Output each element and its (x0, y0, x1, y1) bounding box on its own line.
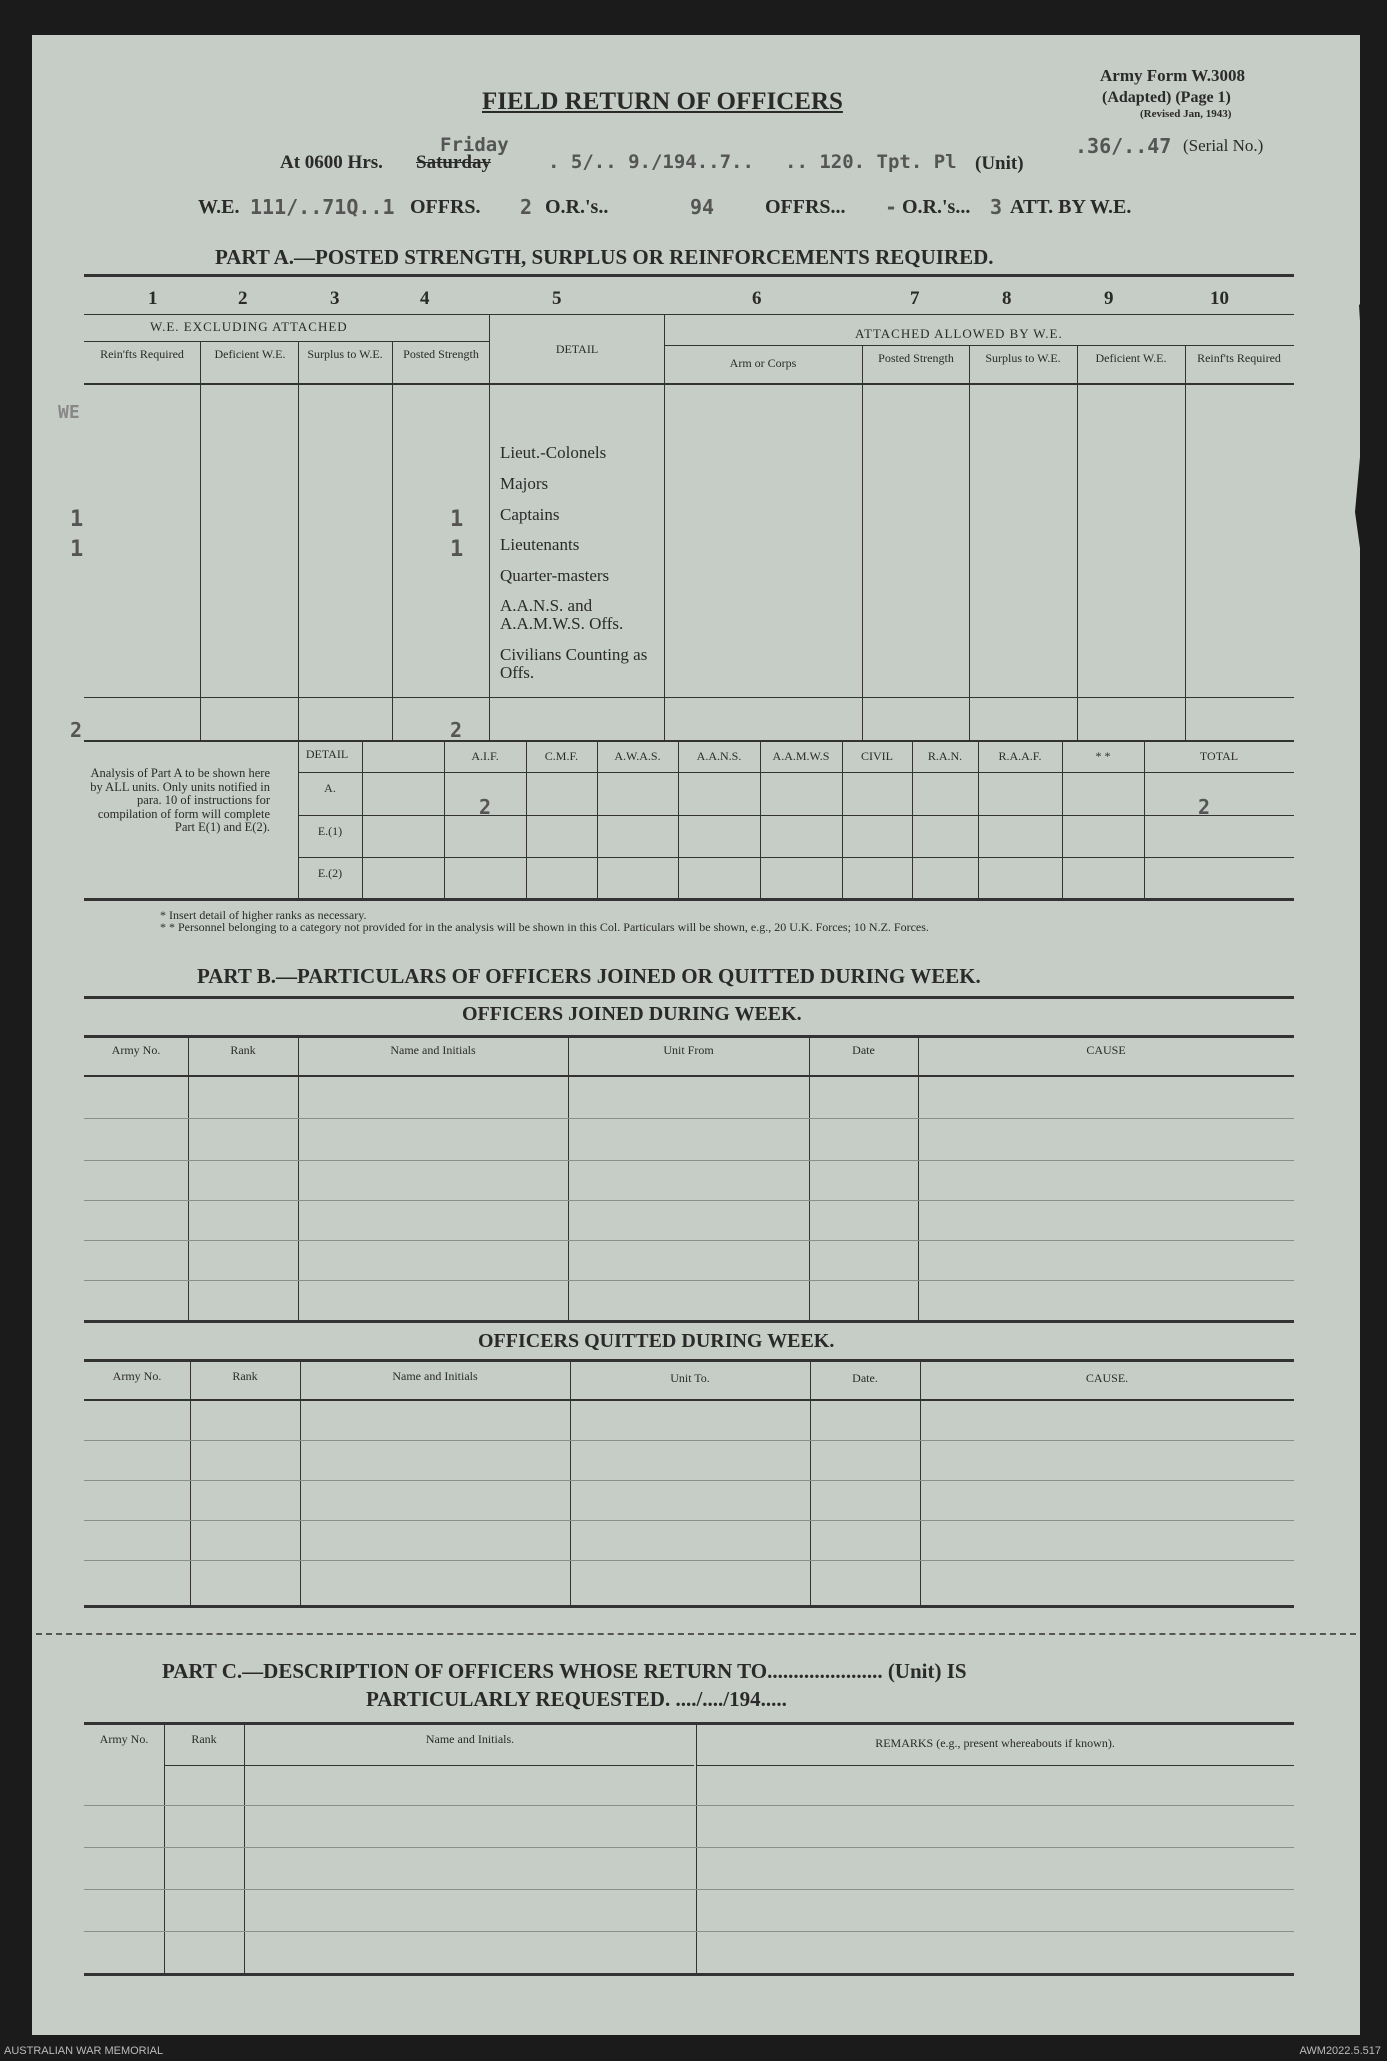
ors-attached-label: O.R.'s... (902, 196, 971, 218)
footer-accession-number: AWM2022.5.517 (1299, 2045, 1381, 2057)
offrs-value: 2 (520, 195, 533, 219)
header-attached-surplus: Surplus to W.E. (985, 351, 1061, 365)
header-attached-posted-strength: Posted Strength (878, 351, 954, 365)
army-form-number: Army Form W.3008 (1100, 66, 1245, 85)
analysis-col-total: TOTAL (1199, 749, 1239, 763)
footnote-other-categories: * * Personnel belonging to a category not provided for in the analysis will be shown in this Col. Particulars will be shown, e.g., 20 U.K. Forces; 10 N.Z. Forces. (160, 920, 929, 934)
detail-majors: Majors (500, 474, 549, 493)
detail-captains: Captains (500, 505, 560, 524)
part-c-header-name: Name and Initials. (425, 1732, 515, 1746)
unit-label: (Unit) (975, 153, 1024, 174)
col-number-4: 4 (420, 288, 430, 309)
we-mark: WE (58, 402, 80, 423)
analysis-col-raaf: R.A.A.F. (998, 749, 1042, 763)
offrs-attached-value: - (885, 195, 898, 219)
analysis-col-aans: A.A.N.S. (696, 749, 742, 763)
part-a-top-rule (84, 274, 1294, 277)
part-c-header-army-no: Army No. (99, 1732, 149, 1746)
analysis-col-civil: CIVIL (861, 749, 893, 763)
analysis-row-a: A. (324, 781, 336, 795)
header-reinforcements-required: Rein'fts Required (100, 347, 184, 361)
footer-institution: AUSTRALIAN WAR MEMORIAL (4, 2045, 164, 2057)
perforation-line (36, 1633, 1356, 1635)
part-b-title: PART B.—PARTICULARS OF OFFICERS JOINED OR QUITTED DURING WEEK. (197, 964, 981, 988)
quitted-title: OFFICERS QUITTED DURING WEEK. (478, 1330, 835, 1352)
joined-title: OFFICERS JOINED DURING WEEK. (462, 1003, 802, 1025)
analysis-col-aamws: A.A.M.W.S (772, 749, 830, 763)
col-number-6: 6 (752, 288, 762, 309)
at-hours-label: At 0600 Hrs. (280, 152, 383, 173)
joined-header-name: Name and Initials (390, 1043, 476, 1057)
col-number-9: 9 (1104, 288, 1114, 309)
lieutenants-reinforcements: 1 (70, 537, 84, 562)
joined-header-date: Date (852, 1043, 875, 1057)
day-struck: Saturday (416, 152, 491, 173)
analysis-col-ran: R.A.N. (927, 749, 963, 763)
serial-label: (Serial No.) (1183, 136, 1264, 155)
col-number-7: 7 (910, 288, 920, 309)
header-detail: DETAIL (555, 342, 599, 356)
header-attached-reinforcements: Reinf'ts Required (1197, 351, 1281, 365)
form-title: FIELD RETURN OF OFFICERS (482, 88, 843, 115)
analysis-note: Analysis of Part A to be shown here by ALL units. Only units notified in para. 10 of instructions for compilation of form will complete Part E(1) and E(2). (90, 766, 270, 834)
detail-aans-aamws: A.A.N.S. and A.A.M.W.S. Offs. (500, 596, 624, 633)
adapted-note: (Adapted) (Page 1) (1102, 89, 1231, 106)
unit-name: .. 120. Tpt. Pl (785, 151, 957, 173)
captains-posted: 1 (450, 507, 464, 532)
analysis-detail-header: DETAIL (305, 747, 349, 761)
joined-header-army-no: Army No. (111, 1043, 161, 1057)
offrs-attached-label: OFFRS... (765, 196, 846, 218)
day-typed: Friday (440, 134, 509, 156)
quitted-header-cause: CAUSE. (1085, 1371, 1129, 1385)
ors-attached-value: 3 (990, 195, 1003, 219)
quitted-header-name: Name and Initials (392, 1369, 478, 1383)
joined-header-rank: Rank (230, 1043, 256, 1057)
header-posted-strength: Posted Strength (403, 347, 479, 361)
analysis-row-e1: E.(1) (317, 824, 343, 838)
joined-header-cause: CAUSE (1086, 1043, 1126, 1057)
header-arm-or-corps: Arm or Corps (729, 356, 797, 370)
serial-number: .36/..47 (1075, 134, 1172, 158)
analysis-aif-a-value: 2 (478, 795, 492, 819)
group-header-attached: ATTACHED ALLOWED BY W.E. (855, 326, 1063, 341)
group-header-we-excluding: W.E. EXCLUDING ATTACHED (150, 319, 348, 334)
part-a-title: PART A.—POSTED STRENGTH, SURPLUS OR REINFORCEMENTS REQUIRED. (215, 245, 994, 269)
col-number-1: 1 (148, 288, 158, 309)
archive-footer (0, 2035, 1387, 2061)
analysis-col-aif: A.I.F. (471, 749, 499, 763)
we-label: W.E. (198, 196, 240, 218)
part-c-header-remarks: REMARKS (e.g., present whereabouts if known). (875, 1736, 1115, 1750)
joined-header-unit-from: Unit From (663, 1043, 714, 1057)
revised-note: (Revised Jan, 1943) (1140, 108, 1232, 120)
analysis-col-other: * * (1095, 749, 1111, 763)
total-posted: 2 (450, 718, 463, 742)
captains-reinforcements: 1 (70, 507, 84, 532)
col-number-10: 10 (1210, 288, 1229, 309)
header-deficient-we: Deficient W.E. (214, 347, 286, 361)
analysis-row-e2: E.(2) (317, 866, 343, 880)
footnote-higher-ranks: * Insert detail of higher ranks as necessary. (160, 908, 367, 922)
quitted-header-rank: Rank (232, 1369, 258, 1383)
we-value: 111/..71Q..1 (250, 195, 395, 219)
lieutenants-posted: 1 (450, 537, 464, 562)
col-number-3: 3 (330, 288, 340, 309)
detail-quarter-masters: Quarter-masters (500, 566, 610, 585)
analysis-total-a-value: 2 (1197, 795, 1211, 819)
col-number-5: 5 (552, 288, 562, 309)
detail-lieut-colonels: Lieut.-Colonels (500, 443, 607, 462)
part-c-title-line1: PART C.—DESCRIPTION OF OFFICERS WHOSE RETURN TO...................... (Unit) IS (162, 1659, 967, 1683)
att-by-we-label: ATT. BY W.E. (1010, 196, 1132, 218)
col-number-8: 8 (1002, 288, 1012, 309)
ors-value: 94 (690, 195, 715, 219)
header-attached-deficient: Deficient W.E. (1095, 351, 1167, 365)
quitted-header-unit-to: Unit To. (670, 1371, 710, 1385)
part-c-header-rank: Rank (191, 1732, 217, 1746)
analysis-col-cmf: C.M.F. (544, 749, 579, 763)
header-surplus-we: Surplus to W.E. (307, 347, 383, 361)
col-number-2: 2 (238, 288, 248, 309)
offrs-label: OFFRS. (410, 196, 481, 218)
quitted-header-army-no: Army No. (112, 1369, 162, 1383)
quitted-header-date: Date. (852, 1371, 878, 1385)
analysis-col-awas: A.W.A.S. (614, 749, 661, 763)
return-date: . 5/.. 9./194..7.. (548, 151, 754, 173)
ors-label: O.R.'s.. (545, 196, 609, 218)
part-c-title-line2: PARTICULARLY REQUESTED. ..../..../194..... (366, 1687, 787, 1711)
detail-civilians: Civilians Counting as Offs. (500, 645, 648, 682)
detail-lieutenants: Lieutenants (500, 535, 580, 554)
total-reinforcements: 2 (70, 718, 83, 742)
